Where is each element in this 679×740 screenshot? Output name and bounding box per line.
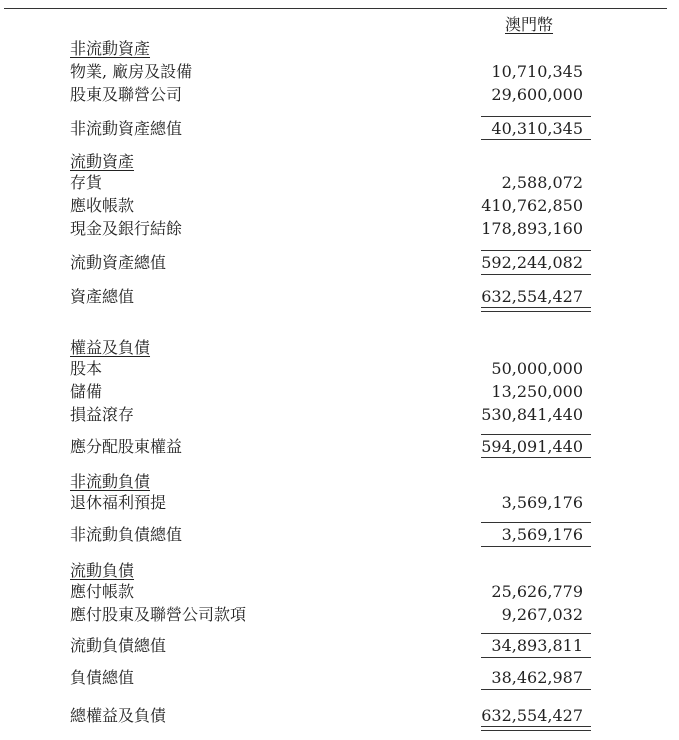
- row-label: 應分配股東權益: [70, 437, 183, 456]
- row-total-noncurrent-liabilities: [0, 524, 679, 546]
- row-label: 總權益及負債: [70, 706, 167, 725]
- row-total-assets: [0, 286, 679, 308]
- subtotal-rule: [481, 522, 591, 523]
- row-label: 損益滾存: [70, 405, 135, 424]
- row-amount: 9,267,032: [501, 605, 583, 624]
- row-label: 應付帳款: [70, 582, 135, 601]
- row-amount: 530,841,440: [481, 405, 583, 424]
- row-due-to-shareholders-associates: [0, 604, 679, 626]
- row-total-current-assets: [0, 252, 679, 274]
- row-amount: 29,600,000: [491, 85, 583, 104]
- double-rule: [481, 726, 591, 731]
- row-amount: 594,091,440: [481, 437, 583, 456]
- header-rule: [4, 8, 667, 9]
- row-amount: 632,554,427: [481, 287, 583, 306]
- currency-header: 澳門幣: [505, 15, 554, 34]
- row-amount: 178,893,160: [481, 219, 583, 238]
- subtotal-rule: [481, 434, 591, 435]
- row-amount: 2,588,072: [501, 173, 583, 192]
- row-share-capital: [0, 358, 679, 380]
- row-inventory: [0, 172, 679, 194]
- row-label: 物業, 廠房及設備: [70, 62, 193, 81]
- row-payables: [0, 581, 679, 603]
- total-rule: [481, 689, 591, 690]
- row-label: 應收帳款: [70, 196, 135, 215]
- row-label: 權益及負債: [70, 338, 151, 357]
- row-amount: 38,462,987: [491, 668, 583, 687]
- row-amount: 25,626,779: [491, 582, 583, 601]
- row-label: 流動負債: [70, 561, 135, 580]
- row-label: 現金及銀行結餘: [70, 219, 183, 238]
- row-amount: 3,569,176: [501, 493, 583, 512]
- row-label: 股東及聯營公司: [70, 85, 183, 104]
- row-retained-earnings: [0, 404, 679, 426]
- row-label: 退休福利預提: [70, 493, 167, 512]
- section-head-current-liabilities: [0, 560, 679, 582]
- total-rule: [481, 139, 591, 140]
- row-reserves: [0, 381, 679, 403]
- row-label: 非流動資產: [70, 39, 151, 58]
- double-rule: [481, 307, 591, 312]
- subtotal-rule: [481, 116, 591, 117]
- row-label: 流動負債總值: [70, 636, 167, 655]
- row-receivables: [0, 195, 679, 217]
- section-head-current-assets: [0, 151, 679, 173]
- section-head-equity-liabilities: [0, 337, 679, 359]
- row-label: 非流動負債總值: [70, 525, 183, 544]
- row-amount: 3,569,176: [501, 525, 583, 544]
- row-label: 流動資產: [70, 152, 135, 171]
- total-rule: [481, 546, 591, 547]
- row-amount: 410,762,850: [481, 196, 583, 215]
- row-total-current-liabilities: [0, 635, 679, 657]
- subtotal-rule: [481, 250, 591, 251]
- row-shareholders-equity: [0, 436, 679, 458]
- row-shareholders-associates: [0, 84, 679, 106]
- row-label: 存貨: [70, 173, 103, 192]
- row-amount: 34,893,811: [491, 636, 583, 655]
- subtotal-rule: [481, 633, 591, 634]
- row-amount: 50,000,000: [491, 359, 583, 378]
- row-amount: 592,244,082: [481, 253, 583, 272]
- row-label: 儲備: [70, 382, 103, 401]
- row-total-liabilities: [0, 667, 679, 689]
- row-label: 負債總值: [70, 668, 135, 687]
- total-rule: [481, 274, 591, 275]
- row-label: 資產總值: [70, 287, 135, 306]
- total-rule: [481, 457, 591, 458]
- row-ppe: [0, 61, 679, 83]
- section-head-noncurrent-assets: [0, 38, 679, 60]
- row-amount: 13,250,000: [491, 382, 583, 401]
- row-amount: 40,310,345: [491, 119, 583, 138]
- row-label: 應付股東及聯營公司款項: [70, 605, 247, 624]
- row-label: 流動資產總值: [70, 253, 167, 272]
- row-cash-bank: [0, 218, 679, 240]
- row-label: 股本: [70, 359, 103, 378]
- row-amount: 10,710,345: [491, 62, 583, 81]
- row-amount: 632,554,427: [481, 706, 583, 725]
- row-total-equity-liabilities: [0, 705, 679, 727]
- section-head-noncurrent-liabilities: [0, 471, 679, 493]
- row-label: 非流動資產總值: [70, 119, 183, 138]
- row-total-noncurrent-assets: [0, 118, 679, 140]
- row-retirement-provision: [0, 492, 679, 514]
- row-label: 非流動負債: [70, 472, 151, 491]
- total-rule: [481, 657, 591, 658]
